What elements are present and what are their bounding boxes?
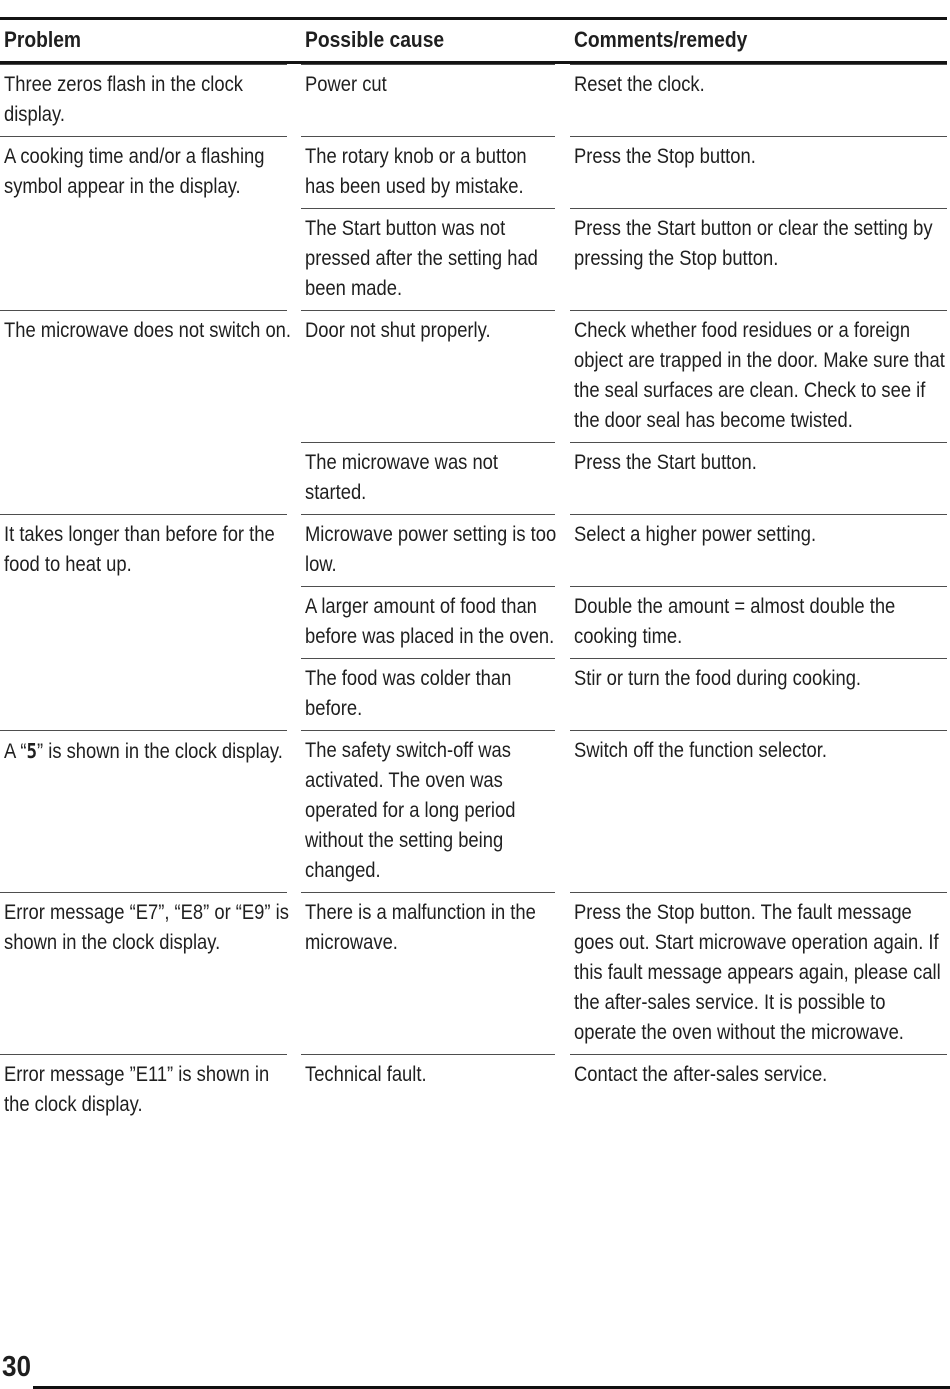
remedy-text: Press the Stop button. The fault message goes out. Start microwave operation again. If this fault message appears again, please call the after-sales service. It is possible to operate the oven without the microwave. — [574, 901, 941, 1044]
seven-segment-digit: 5 — [26, 739, 38, 763]
header-cell-problem — [0, 20, 287, 61]
table-row — [0, 514, 947, 730]
problem-cell — [0, 64, 287, 136]
table-row — [0, 136, 947, 310]
remedy-cell — [570, 586, 947, 658]
cause-text: Technical fault. — [305, 1063, 427, 1086]
cause-cell — [301, 442, 555, 514]
troubleshooting-table — [0, 17, 947, 1126]
cause-cell — [301, 64, 555, 136]
cause-cell — [301, 514, 555, 586]
problem-cell — [0, 136, 287, 310]
page-number: 30 — [2, 1351, 32, 1383]
cause-cell — [301, 1054, 555, 1126]
table-row — [0, 64, 947, 136]
problem-cell — [0, 730, 287, 892]
remedy-text: Reset the clock. — [574, 73, 705, 96]
remedy-text: Press the Stop button. — [574, 145, 756, 168]
cause-cell — [301, 658, 555, 730]
header-cell-possible-cause — [301, 20, 555, 61]
cause-cell — [301, 730, 555, 892]
cause-text: The microwave was not started. — [305, 451, 499, 504]
cause-text: There is a malfunction in the microwave. — [305, 901, 536, 954]
problem-text: The microwave does not switch on. — [4, 319, 291, 342]
remedy-cell — [570, 442, 947, 514]
remedy-text: Select a higher power setting. — [574, 523, 817, 546]
remedy-text: Contact the after-sales service. — [574, 1063, 828, 1086]
problem-text: It takes longer than before for the food to heat up. — [4, 523, 275, 576]
cause-cell — [301, 586, 555, 658]
table-header-row — [0, 20, 947, 61]
problem-text: Error message “E7”, “E8” or “E9” is shown in the clock display. — [4, 901, 289, 954]
header-cell-comments-remedy — [570, 20, 947, 61]
problem-text: Error message ”E11” is shown in the clock display. — [4, 1063, 270, 1116]
remedy-cell — [570, 730, 947, 892]
remedy-text: Double the amount = almost double the cooking time. — [574, 595, 896, 648]
table-row — [0, 1054, 947, 1126]
remedy-cell — [570, 892, 947, 1054]
table-row — [0, 730, 947, 892]
header-label-problem: Problem — [4, 27, 82, 52]
cause-cell — [301, 310, 555, 442]
remedy-cell — [570, 658, 947, 730]
header-label-possible-cause: Possible cause — [305, 27, 445, 52]
remedy-text: Switch off the function selector. — [574, 739, 827, 762]
cause-text: The food was colder than before. — [305, 667, 512, 720]
remedy-text: Press the Start button or clear the setting by pressing the Stop button. — [574, 217, 933, 270]
cause-text: Door not shut properly. — [305, 319, 491, 342]
table-row — [0, 310, 947, 514]
problem-text-suffix: ” is shown in the clock display. — [37, 740, 283, 763]
cause-text: Power cut — [305, 73, 387, 96]
problem-text: Three zeros flash in the clock display. — [4, 73, 243, 126]
problem-cell — [0, 1054, 287, 1126]
remedy-text: Stir or turn the food during cooking. — [574, 667, 862, 690]
problem-text-prefix: A “ — [4, 740, 27, 763]
remedy-text: Press the Start button. — [574, 451, 757, 474]
problem-cell — [0, 892, 287, 1054]
remedy-cell — [570, 1054, 947, 1126]
remedy-cell — [570, 514, 947, 586]
remedy-cell — [570, 310, 947, 442]
remedy-cell — [570, 208, 947, 310]
remedy-cell — [570, 136, 947, 208]
cause-text: The safety switch-off was activated. The oven was operated for a long period without the setting being changed. — [305, 739, 516, 882]
remedy-text: Check whether food residues or a foreign object are trapped in the door. Make sure that the seal surfaces are clean. Check to see if the door seal has become twisted. — [574, 319, 945, 432]
problem-text — [4, 736, 291, 767]
table-row — [0, 892, 947, 1054]
problem-text: A cooking time and/or a flashing symbol appear in the display. — [4, 145, 265, 198]
cause-cell — [301, 892, 555, 1054]
problem-cell — [0, 310, 291, 514]
remedy-cell — [570, 64, 947, 136]
cause-text: A larger amount of food than before was placed in the oven. — [305, 595, 555, 648]
cause-text: The Start button was not pressed after the setting had been made. — [305, 217, 538, 300]
cause-text: Microwave power setting is too low. — [305, 523, 557, 576]
problem-cell — [0, 514, 287, 730]
cause-cell — [301, 208, 555, 310]
cause-text: The rotary knob or a button has been used by mistake. — [305, 145, 527, 198]
cause-cell — [301, 136, 555, 208]
header-label-comments-remedy: Comments/remedy — [574, 27, 748, 52]
